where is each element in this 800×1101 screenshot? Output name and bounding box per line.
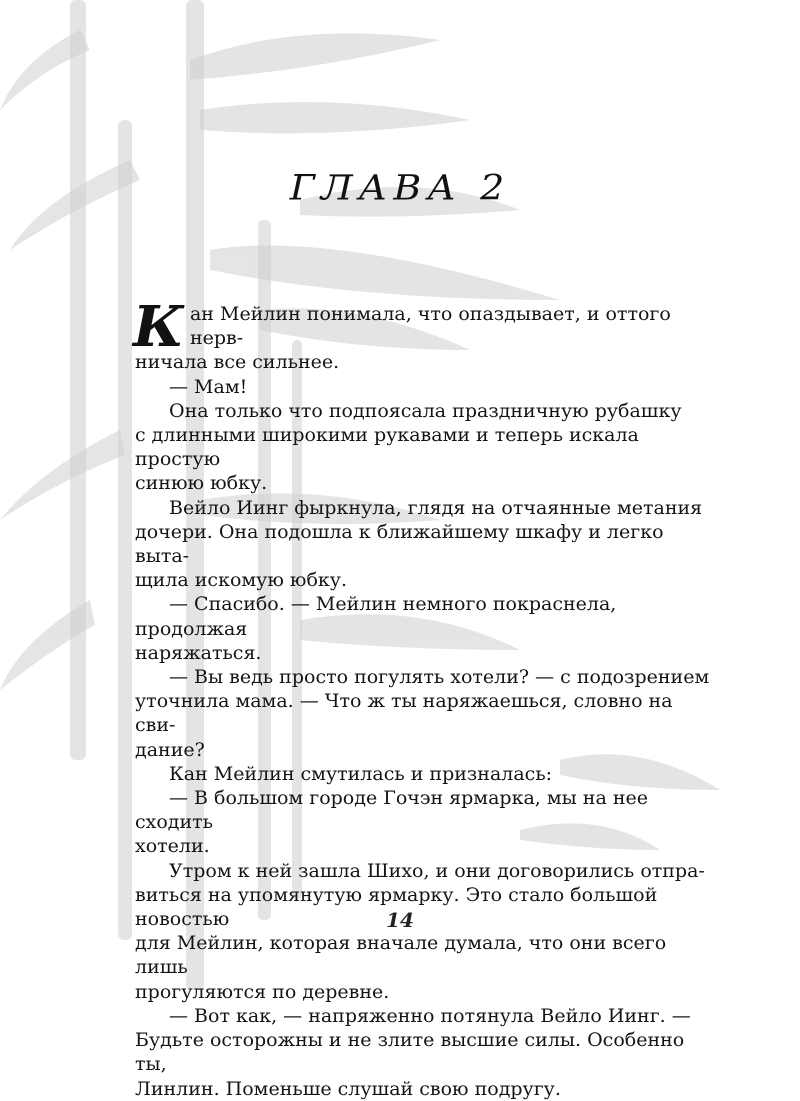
text-line: — Вы ведь просто погулять хотели? — с подозрением	[169, 666, 710, 689]
text-line: Будьте осторожны и не злите высшие силы. Особенно ты,	[135, 1029, 685, 1076]
text-line: — Мам!	[169, 375, 248, 398]
paragraph	[135, 592, 715, 665]
text-line: — Спасибо. — Мейлин немного покраснела, продолжая	[135, 593, 617, 640]
drop-cap: К	[133, 294, 184, 360]
text-line: Утром к ней зашла Шихо, и они договорились отпра-	[169, 859, 705, 882]
text-line: наряжаться.	[135, 641, 262, 664]
text-line: Вейло Иинг фыркнула, глядя на отчаянные метания	[169, 496, 703, 519]
text-line: дочери. Она подошла к ближайшему шкафу и легко выта-	[135, 520, 664, 568]
text-line: уточнила мама. — Что ж ты наряжаешься, словно на сви-	[135, 690, 673, 737]
text-line: щила искомую юбку.	[135, 569, 347, 592]
paragraph	[135, 496, 715, 593]
text-line: прогуляются по деревне.	[135, 980, 390, 1003]
paragraph	[135, 665, 715, 762]
paragraph	[135, 1004, 715, 1101]
text-line: ан Мейлин понимала, что опаздывает, и оттого нерв-	[189, 303, 671, 350]
paragraph	[135, 399, 715, 496]
paragraph	[135, 786, 715, 859]
text-line: Линлин. Поменьше слушай свою подругу.	[135, 1077, 561, 1100]
text-line: Она только что подпоясала праздничную рубашку	[169, 399, 682, 422]
paragraph	[133, 294, 715, 375]
text-line: — Вот как, — напряженно потянула Вейло Иинг. —	[169, 1004, 691, 1027]
text-line: с длинными широкими рукавами и теперь искала простую	[135, 424, 639, 471]
paragraph	[135, 762, 715, 786]
page-number: 14	[386, 908, 414, 932]
text-line: синюю юбку.	[135, 472, 268, 495]
text-line: Кан Мейлин смутилась и призналась:	[169, 762, 553, 785]
text-line: ничала все сильнее.	[135, 351, 340, 374]
text-line: — В большом городе Гочэн ярмарка, мы на нее сходить	[135, 787, 648, 834]
chapter-body	[133, 294, 715, 1101]
text-line: для Мейлин, которая вначале думала, что они всего лишь	[135, 932, 667, 979]
chapter-title: ГЛАВА 2	[289, 168, 511, 208]
paragraph	[135, 375, 715, 399]
text-line: дание?	[135, 738, 205, 761]
text-line: виться на упомянутую ярмарку. Это стало большой новостью	[135, 883, 658, 931]
text-line: хотели.	[135, 835, 210, 858]
